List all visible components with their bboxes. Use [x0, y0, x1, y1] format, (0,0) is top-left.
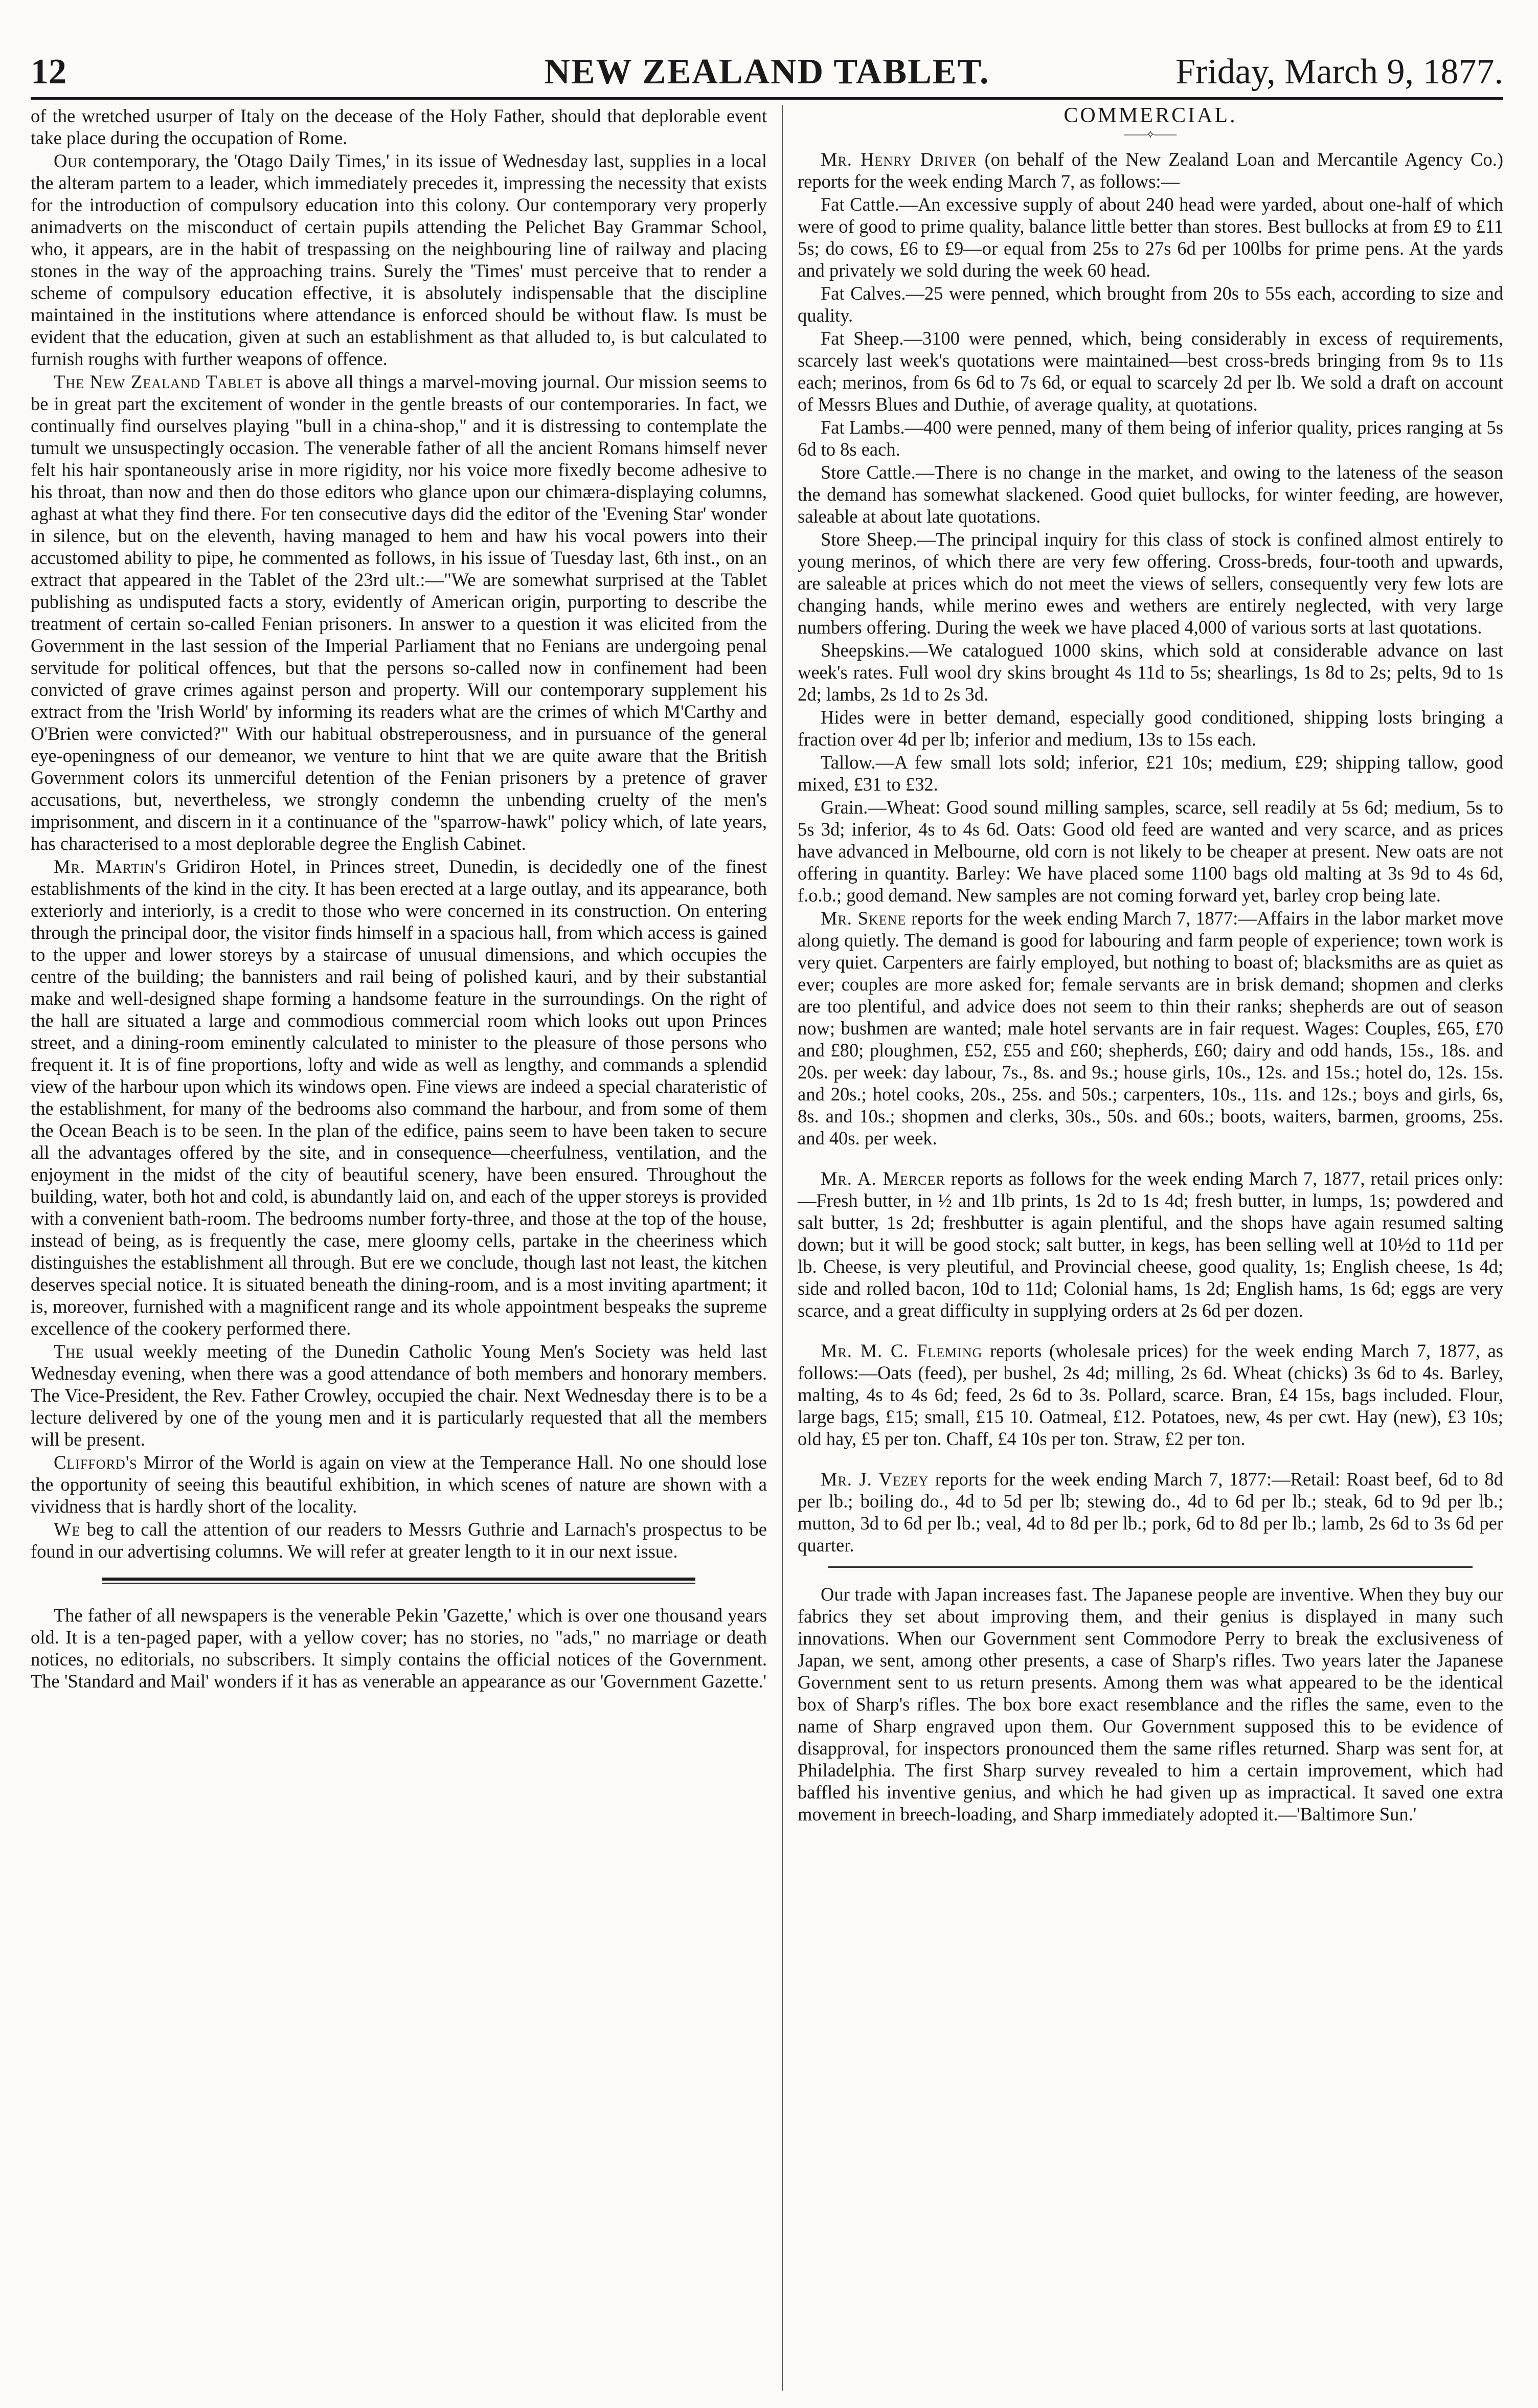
paragraph-lead: Our: [54, 150, 87, 171]
paragraph-text: contemporary, the 'Otago Daily Times,' in its issue of Wednesday last, supplies in a local the alteram partem to a leader, which immediately precedes it, impressing the necessity that exists for the introduction of compulsory education into this colony. Our contemporary very properly animadverts on the misconduct of certain pupils attending the Pelichet Bay Grammar School, who, it appears, are in the habit of trespassing on the neighbouring line of railway and placing stones in the way of the approaching trains. Surely the 'Times' must perceive that to render a scheme of compulsory education effective, it is absolutely indispensable that the discipline maintained in the institutions where attendance is enforced should be without flaw. Is must be evident that the education, given at such an establishment as that alluded to, is but calculated to furnish roughs with further weapons of offence.: [31, 150, 767, 369]
paragraph-lead: Mr. M. C. Fleming: [821, 1340, 983, 1361]
report-paragraph: Fat Lambs.—400 were penned, many of them being of inferior quality, prices ranging at 5s 6d to 8s each.: [798, 417, 1503, 460]
paragraph-text: reports (wholesale prices) for the week ending March 7, 1877, as follows:—Oats (feed), per bushel, 2s 4d; milling, 2s 6d. Wheat (chicks) 3s 6d to 4s. Barley, malting, 4s to 4s 6d; feed, 2s 6d to 3s. Pollard, scarce. Bran, £4 15s, bags included. Flour, large bags, £15; small, £15 10. Oatmeal, £12. Potatoes, new, 4s per cwt. Hay (new), £3 10s; old hay, £5 per ton. Chaff, £4 10s per ton. Straw, £2 per ton.: [798, 1340, 1503, 1449]
report-paragraph: Fat Sheep.—3100 were penned, which, being considerably in excess of requirements, scarcely last week's quotations were maintained—best cross-breds bringing from 9s to 11s each; merinos, from 6s 6d to 7s 6d, or equal to scarcely 2d per lb. We sold a draft on account of Messrs Blues and Duthie, of average quality, at quotations.: [798, 328, 1503, 415]
paragraph-text: beg to call the attention of our readers to Messrs Guthrie and Larnach's prospectus to be found in our advertising columns. We will refer at greater length to it in our next issue.: [31, 1519, 767, 1562]
article-paragraph: [31, 1340, 767, 1450]
paragraph-text: (on behalf of the New Zealand Loan and Mercantile Agency Co.) reports for the week ending March 7, as follows:—: [798, 149, 1503, 192]
paragraph-lead: Mr. A. Mercer: [821, 1168, 945, 1189]
paragraph-lead: We: [54, 1519, 81, 1540]
paragraph-lead: Mr. J. Vezey: [821, 1469, 929, 1490]
report-paragraph: [798, 907, 1503, 1149]
report-paragraph: [798, 1167, 1503, 1321]
paragraph-lead: Mr. Henry Driver: [821, 149, 977, 170]
report-paragraph: Grain.—Wheat: Good sound milling samples, scarce, sell readily at 5s 6d; medium, 5s to 5s 3d; inferior, 4s to 4s 6d. Oats: Good old feed are wanted and very scarce, and as prices have advanced in Melbourne, old corn is not likely to be cheaper at present. New oats are not offering in quantity. Barley: We have placed some 1100 bags old malting at 3s 9d to 4s 6d, f.o.b.; good demand. New samples are not coming forward yet, barley crop being late.: [798, 797, 1503, 906]
paragraph-lead: Clifford's: [54, 1452, 138, 1473]
report-paragraph: [798, 1468, 1503, 1556]
report-paragraph: Tallow.—A few small lots sold; inferior, £21 10s; medium, £29; shipping tallow, good mixed, £31 to £32.: [798, 752, 1503, 795]
heading-ornament: ——⟡——: [1124, 127, 1177, 140]
paragraph-text: Mirror of the World is again on view at the Temperance Hall. No one should lose the opportunity of seeing this beautiful exhibition, in which scenes of nature are shown with a vividness that is hardly short of the locality.: [31, 1452, 767, 1517]
article-paragraph: [31, 1518, 767, 1562]
report-paragraph: Hides were in better demand, especially good conditioned, shipping losts bringing a fraction over 4d per lb; inferior and medium, 13s to 15s each.: [798, 707, 1503, 750]
report-paragraph: [798, 1340, 1503, 1450]
issue-date: Friday, March 9, 1877.: [1175, 52, 1503, 92]
masthead: [31, 41, 1503, 100]
paragraph-lead: Mr. Martin's: [54, 856, 167, 877]
section-divider: [31, 1578, 767, 1584]
article-paragraph: Our trade with Japan increases fast. The Japanese people are inventive. When they buy our fabrics they set about improving them, and their genius is displayed in many such innovations. When our Government sent Commodore Perry to break the exclusiveness of Japan, we sent, among other presents, a case of Sharp's rifles. Two years later the Japanese Government sent to us return presents. Among them was what appeared to be the identical box of Sharp's rifles. The box bore exact resemblance and the rifles the same, even to the name of Sharp engraved upon them. Our Government supposed this to be evidence of disapproval, for inspectors pronounced them the same rifles returned. Sharp was sent for, at Philadelphia. The first Sharp survey revealed to him a certain improvement, which had baffled his inventive genius, and which he had given up as impractical. It saved one extra movement in breech-loading, and Sharp immediately adopted it.—'Baltimore Sun.': [798, 1584, 1503, 1825]
report-paragraph: [798, 148, 1503, 192]
paragraph-lead: Mr. Skene: [821, 908, 907, 929]
article-paragraph: [31, 856, 767, 1339]
article-paragraph: [31, 371, 767, 854]
report-paragraph: Store Cattle.—There is no change in the market, and owing to the lateness of the season the demand has somewhat slackened. Good quiet bullocks, for winter feeding, are however, saleable at about late quotations.: [798, 462, 1503, 527]
article-paragraph: The father of all newspapers is the venerable Pekin 'Gazette,' which is over one thousand years old. It is a ten-paged paper, with a yellow cover; has no stories, no "ads," no marriage or death notices, no editorials, no subscribers. It simply contains the official notices of the Government. The 'Standard and Mail' wonders if it has as venerable an appearance as our 'Government Gazette.': [31, 1605, 767, 1692]
article-paragraph: [31, 1451, 767, 1517]
right-column: [798, 105, 1503, 1826]
paragraph-text: reports for the week ending March 7, 1877:—Retail: Roast beef, 6d to 8d per lb.; boiling do., 4d to 5d per lb; stewing do., 4d to 6d per lb.; steak, 6d to 9d per lb.; mutton, 3d to 6d per lb.; veal, 4d to 8d per lb.; pork, 6d to 8d per lb.; lamb, 2s 6d to 3s 6d per quarter.: [798, 1469, 1504, 1556]
report-paragraph: Fat Cattle.—An excessive supply of about 240 head were yarded, about one-half of which were of good to prime quality, balance little better than stores. Best bullocks at from £9 to £11 5s; do cows, £6 to £9—or equal from 25s to 27s 6d per 100lbs for prime pens. At the yards and privately we sold during the week 60 head.: [798, 194, 1503, 281]
article-paragraph: of the wretched usurper of Italy on the decease of the Holy Father, should that deplorable event take place during the occupation of Rome.: [31, 105, 767, 148]
report-paragraph: Sheepskins.—We catalogued 1000 skins, which sold at considerable advance on last week's rates. Full wool dry skins brought 4s 11d to 5s; shearlings, 1s 8d to 2s; pelts, 9d to 1s 2d; lambs, 2s 1d to 2s 3d.: [798, 640, 1503, 705]
paragraph-lead: The: [54, 1341, 84, 1362]
paragraph-text: is above all things a marvel-moving journal. Our mission seems to be in great part the excitement of wonder in the gentle breasts of our contemporaries. In fact, we continually find ourselves playing "bull in a china-shop," and it is distressing to contemplate the tumult we unsuspectingly occasion. The venerable father of all the ancient Romans himself never felt his hair spontaneously arise in more rigidity, nor his voice more fixedly become adhesive to his throat, than now and then do those editors who glance upon our chimæra-displaying columns, aghast at what they find there. For ten consecutive days did the editor of the 'Evening Star' wonder in silence, but on the eleventh, having managed to hem and haw his vocal powers into their accustomed ability to pipe, he commented as follows, in his issue of Tuesday last, 6th inst., on an extract that appeared in the Tablet of the 23rd ult.:—"We are somewhat surprised at the Tablet publishing as undisputed facts a story, evidently of American origin, purporting to describe the treatment of certain so-called Fenian prisoners. In answer to a question it was elicited from the Government in the last session of the Imperial Parliament that no Fenians are undergoing penal servitude for political offences, but that the persons so-called now in confinement had been convicted of grave crimes against person and property. Will our contemporary supplement his extract from the 'Irish World' by informing its readers what are the crimes of which M'Carthy and O'Brien were convicted?" With our habitual obstreperousness, and in pursuance of the general eye-openingness of our demeanor, we venture to hint that we are quite aware that the British Government colors its unmerciful detention of the Fenian prisoners by a pretence of graver accusations, but, nevertheless, we strongly condemn the unbending cruelty of the men's imprisonment, and discern in it a continuance of the "sparrow-hawk" policy which, of late years, has characterised to a most deplorable degree the English Cabinet.: [31, 371, 767, 854]
paragraph-text: reports as follows for the week ending March 7, 1877, retail prices only:—Fresh butter, in ½ and 1lb prints, 1s 2d to 1s 4d; fresh butter, in lumps, 1s; powdered and salt butter, 1s 2d; freshbutter is again plentiful, and the shops have again resumed salting down; but it will be good stock; salt butter, in kegs, has been selling well at 10½d to 11d per lb. Cheese, is very pleutiful, and Provincial cheese, good quality, 1s; English cheese, 1s 4d; side and rolled bacon, 10d to 11d; Colonial hams, 1s 2d; English hams, 1s 6d; eggs are very scarce, and a great difficulty in supplying orders at 2s 6d per dozen.: [798, 1168, 1504, 1321]
section-divider: [828, 1566, 1473, 1568]
paragraph-lead: The New Zealand Tablet: [54, 371, 263, 392]
publication-title: NEW ZEALAND TABLET.: [544, 52, 990, 92]
paragraph-text: reports for the week ending March 7, 1877:—Affairs in the labor market move along quietly. The demand is good for labouring and farm people of experience; town work is very quiet. Carpenters are fairly employed, but nothing to boast of; blacksmiths are as quiet as ever; couples are more asked for; female servants are in brisk demand; shopmen and clerks are too plentiful, and advice does not seem to thin their ranks; shepherds are out of season now; bushmen are wanted; male hotel servants are in fair request. Wages: Couples, £65, £70 and £80; ploughmen, £52, £55 and £60; shepherds, £60; dairy and odd hands, 15s., 18s. and 20s. per week: day labour, 7s., 8s. and 9s.; house girls, 10s., 12s. and 15s.; hotel do, 12s. 15s. and 20s.; hotel cooks, 20s., 25s. and 50s.; carpenters, 10s., 11s. and 12s.; boys and girls, 6s, 8s. and 10s.; shopmen and clerks, 30s., 50s. and 60s.; boots, waiters, barmen, grooms, 25s. and 40s. per week.: [798, 908, 1504, 1149]
left-column: [31, 105, 767, 1693]
report-paragraph: Fat Calves.—25 were penned, which brought from 20s to 55s each, according to size and quality.: [798, 283, 1503, 326]
article-paragraph: [31, 150, 767, 370]
paragraph-text: usual weekly meeting of the Dunedin Catholic Young Men's Society was held last Wednesday evening, when there was a good attendance of both members and honorary members. The Vice-President, the Rev. Father Crowley, occupied the chair. Next Wednesday there is to be a lecture delivered by one of the young men and it is particularly requested that all the members will be present.: [31, 1341, 767, 1450]
page-number: 12: [31, 52, 66, 92]
section-heading: COMMERCIAL.: [1064, 104, 1237, 127]
report-paragraph: Store Sheep.—The principal inquiry for this class of stock is confined almost entirely to young merinos, of which there are very few offering. Cross-breds, four-tooth and upwards, are saleable at prices which do not meet the views of sellers, consequently very few lots are changing hands, while merino ewes and wethers are entirely neglected, with very large numbers offering. During the week we have placed 4,000 of various sorts at last quotations.: [798, 529, 1503, 638]
paragraph-text: Gridiron Hotel, in Princes street, Dunedin, is decidedly one of the finest establishments of the kind in the city. It has been erected at a large outlay, and its appearance, both exteriorly and interiorly, is a credit to those who were concerned in its construction. On entering through the principal door, the visitor finds himself in a spacious hall, from which access is gained to the upper and lower storeys by a staircase of unusual dimensions, and which occupies the centre of the building; the bannisters and rail being of polished kauri, and by their substantial make and well-designed shape forming a handsome feature in the surroundings. On the right of the hall are situated a large and commodious commercial room which looks out upon Princes street, and a dining-room eminently calculated to minister to the pleasure of those persons who frequent it. It is of fine proportions, lofty and wide as well as lengthy, and commands a splendid view of the harbour upon which its windows open. Fine views are indeed a special charateristic of the establishment, for many of the bedrooms also command the harbour, and from some of them the Ocean Beach is to be seen. In the plan of the edifice, pains seem to have been taken to secure all the advantages offered by the site, and in consequence—cheerfulness, ventilation, and the enjoyment in the midst of the city of beautiful scenery, have been ensured. Throughout the building, water, both hot and cold, is abundantly laid on, and each of the upper storeys is provided with a convenient bath-room. The bedrooms number forty-three, and those at the top of the house, instead of being, as is frequently the case, mere gloomy cells, partake in the cheeriness which distinguishes the establishment all through. But ere we conclude, though last not least, the kitchen deserves special notice. It is situated beneath the dining-room, and is a most inviting apartment; it is, moreover, furnished with a magnificent range and its whole appointment bespeaks the supreme excellence of the cookery performed there.: [31, 856, 767, 1339]
column-divider: [782, 105, 783, 2391]
